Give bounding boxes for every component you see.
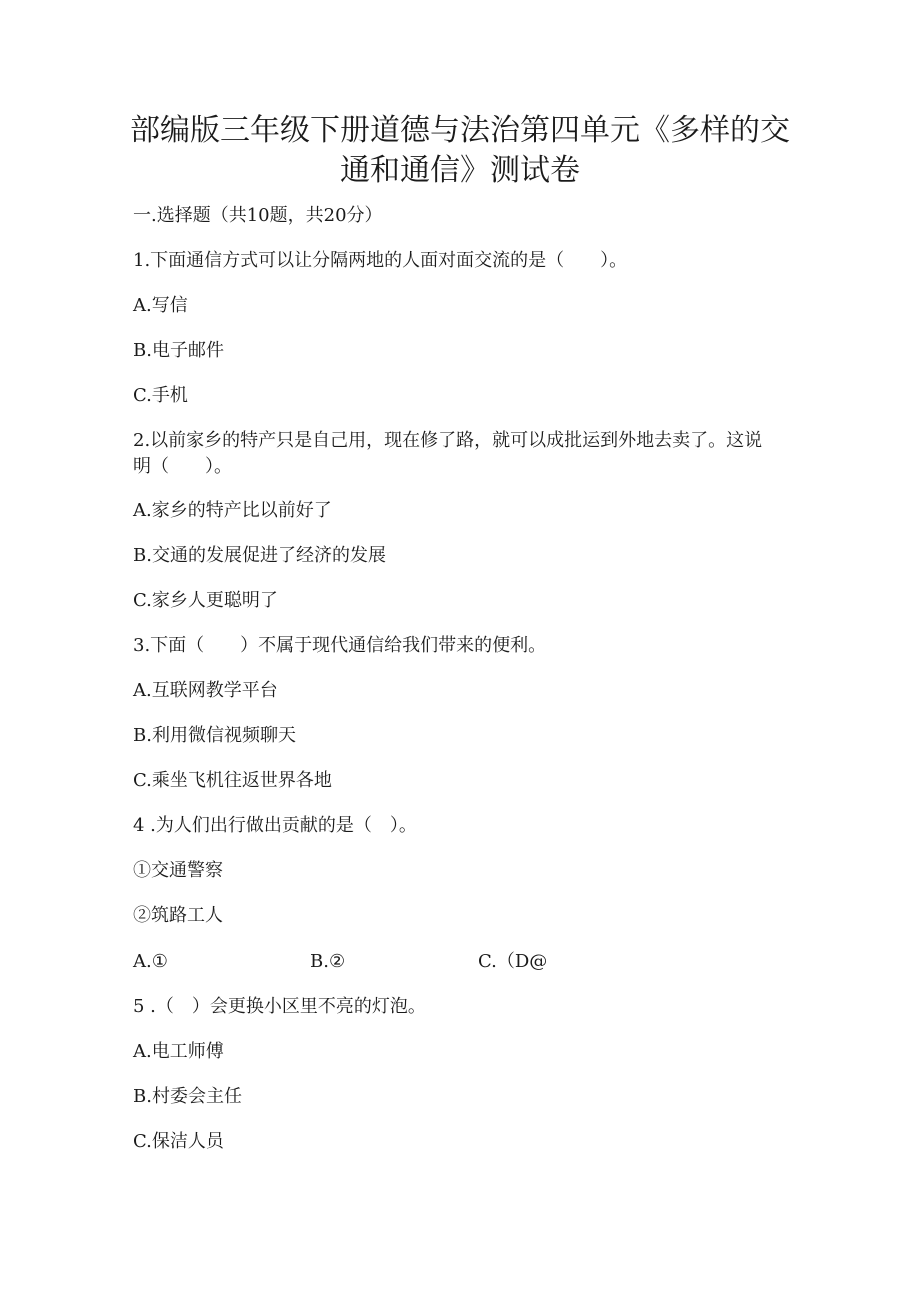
question-2-option-b: B.交通的发展促进了经济的发展 (133, 545, 386, 566)
question-5-option-a: A.电工师傅 (133, 1041, 224, 1062)
question-1-stem: 1.下面通信方式可以让分隔两地的人面对面交流的是（ ）。 (133, 250, 628, 271)
question-4-item-1: ①交通警察 (133, 860, 223, 881)
document-title: 部编版三年级下册道德与法治第四单元《多样的交通和通信》测试卷 (130, 113, 790, 188)
question-1-option-c: C.手机 (133, 385, 188, 406)
question-4-option-c: C.（D@ (478, 951, 548, 972)
question-5-option-c: C.保洁人员 (133, 1131, 224, 1152)
question-5-option-b: B.村委会主任 (133, 1086, 242, 1107)
question-2-stem: 2.以前家乡的特产只是自己用，现在修了路，就可以成批运到外地去卖了。这说明（ ）。 (133, 430, 763, 477)
question-2-option-a: A.家乡的特产比以前好了 (133, 500, 332, 521)
question-1-option-a: A.写信 (133, 295, 188, 316)
question-3-option-a: A.互联网教学平台 (133, 680, 278, 701)
question-3-option-b: B.利用微信视频聊天 (133, 725, 296, 746)
question-3-option-c: C.乘坐飞机往返世界各地 (133, 770, 332, 791)
question-2-option-c: C.家乡人更聪明了 (133, 590, 278, 611)
section-heading: 一.选择题（共10题，共20分） (133, 205, 383, 226)
question-3-stem: 3.下面（ ）不属于现代通信给我们带来的便利。 (133, 635, 547, 656)
question-5-stem: 5 .（ ）会更换小区里不亮的灯泡。 (133, 996, 426, 1017)
question-4-item-2: ②筑路工人 (133, 905, 223, 926)
question-4-stem: 4 .为人们出行做出贡献的是（ ）。 (133, 815, 417, 836)
question-1-option-b: B.电子邮件 (133, 340, 224, 361)
question-4-option-b: B.② (310, 951, 346, 972)
question-4-option-a: A.① (133, 951, 168, 972)
